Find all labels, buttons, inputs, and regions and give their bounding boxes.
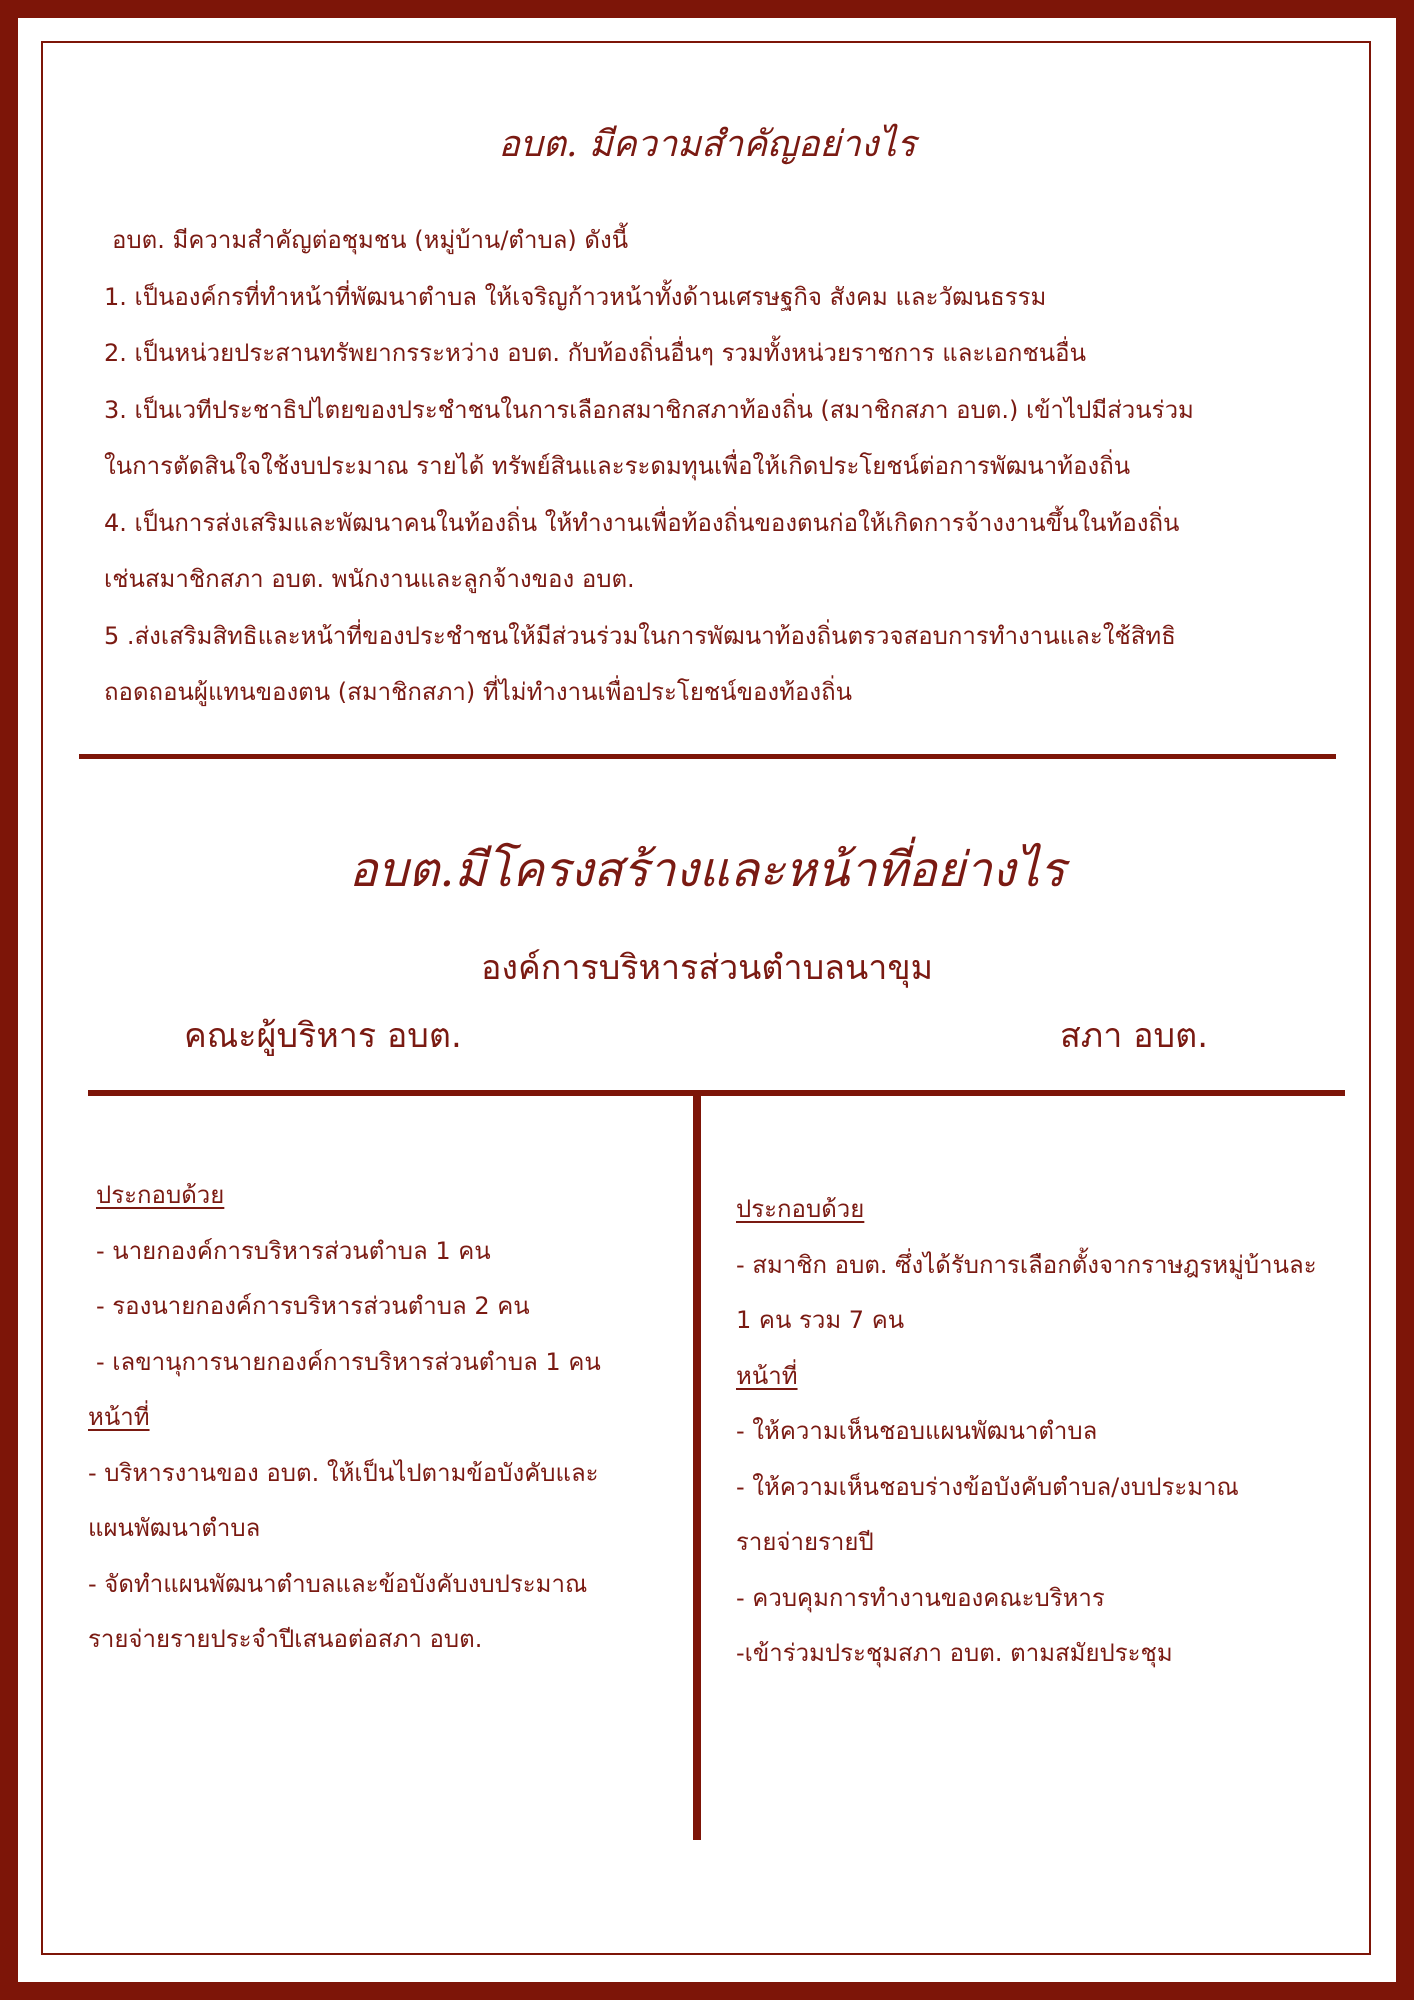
importance-line: 2. เป็นหน่วยประสานทรัพยากรระหว่าง อบต. กับท้องถิ่นอื่นๆ รวมทั้งหน่วยราชการ และเอกชนอื่น [104,339,1086,367]
executive-member-item: - นายกองค์การบริหารส่วนตำบล 1 คน [96,1236,491,1265]
executive-composed-label: ประกอบด้วย [96,1181,225,1209]
council-composed-label: ประกอบด้วย [736,1195,865,1223]
council-duty-item: รายจ่ายรายปี [736,1528,874,1556]
council-member-item: 1 คน รวม 7 คน [736,1306,905,1334]
council-member-item: - สมาชิก อบต. ซึ่งได้รับการเลือกตั้งจากราษฎรหมู่บ้านละ [736,1250,1317,1279]
section-title-structure: อบต.มีโครงสร้างและหน้าที่อย่างไร [348,842,1066,898]
council-duty-item: - ควบคุมการทำงานของคณะบริหาร [736,1583,1105,1612]
organization-name: องค์การบริหารส่วนตำบลนาขุม [481,948,933,988]
importance-line: เช่นสมาชิกสภา อบต. พนักงานและลูกจ้างของ อบต. [104,565,635,593]
org-chart-horizontal-line [88,1090,1345,1096]
council-heading: สภา อบต. [1060,1016,1208,1056]
importance-text-block [104,212,1344,721]
importance-line: 1. เป็นองค์กรที่ทำหน้าที่พัฒนาตำบล ให้เจริญก้าวหน้าทั้งด้านเศรษฐกิจ สังคม และวัฒนธรรม [104,282,1047,311]
importance-line: 3. เป็นเวทีประชาธิปไตยของประชำชนในการเลือกสมาชิกสภาท้องถิ่น (สมาชิกสภา อบต.) เข้าไปมีส่วนร่วม [104,395,1194,424]
council-duty-item: -เข้าร่วมประชุมสภา อบต. ตามสมัยประชุม [736,1639,1173,1667]
executive-duty-item: แผนพัฒนาตำบล [88,1514,261,1542]
executive-duty-item: รายจ่ายรายประจำปีเสนอต่อสภา อบต. [88,1625,483,1653]
section-title-importance: อบต. มีความสำคัญอย่างไร [498,124,916,165]
importance-line: ถอดถอนผู้แทนของตน (สมาชิกสภา) ที่ไม่ทำงานเพื่อประโยชน์ของท้องถิ่น [104,678,853,706]
executive-heading: คณะผู้บริหาร อบต. [184,1016,462,1056]
executive-column [88,1168,688,1668]
council-column [736,1182,1356,1682]
importance-line: ในการตัดสินใจใช้งบประมาณ รายได้ ทรัพย์สินและระดมทุนเพื่อให้เกิดประโยชน์ต่อการพัฒนาท้องถิ่น [104,452,1131,480]
council-duty-item: - ให้ความเห็นชอบแผนพัฒนาตำบล [736,1417,1098,1445]
importance-line: 5 .ส่งเสริมสิทธิและหน้าที่ของประชำชนให้มีส่วนร่วมในการพัฒนาท้องถิ่นตรวจสอบการทำงานและใช้สิทธิ [104,621,1176,650]
council-duties-label: หน้าที่ [736,1361,798,1390]
section-divider [79,754,1336,759]
org-chart-vertical-line [693,1096,701,1840]
executive-duty-item: - บริหารงานของ อบต. ให้เป็นไปตามข้อบังคับและ [88,1458,599,1487]
executive-duty-item: - จัดทำแผนพัฒนาตำบลและข้อบังคับงบประมาณ [88,1569,588,1598]
importance-line: 4. เป็นการส่งเสริมและพัฒนาคนในท้องถิ่น ให้ทำงานเพื่อท้องถิ่นของตนก่อให้เกิดการจ้างงานขึ้นในท้องถิ่น [104,508,1180,537]
executive-member-item: - รองนายกองค์การบริหารส่วนตำบล 2 คน [96,1292,530,1320]
importance-line: อบต. มีความสำคัญต่อชุมชน (หมู่บ้าน/ตำบล) ดังนี้ [112,226,629,254]
executive-duties-label: หน้าที่ [88,1403,150,1431]
council-duty-item: - ให้ความเห็นชอบร่างข้อบังคับตำบล/งบประมาณ [736,1472,1239,1501]
executive-member-item: - เลขานุการนายกองค์การบริหารส่วนตำบล 1 คน [96,1347,601,1376]
